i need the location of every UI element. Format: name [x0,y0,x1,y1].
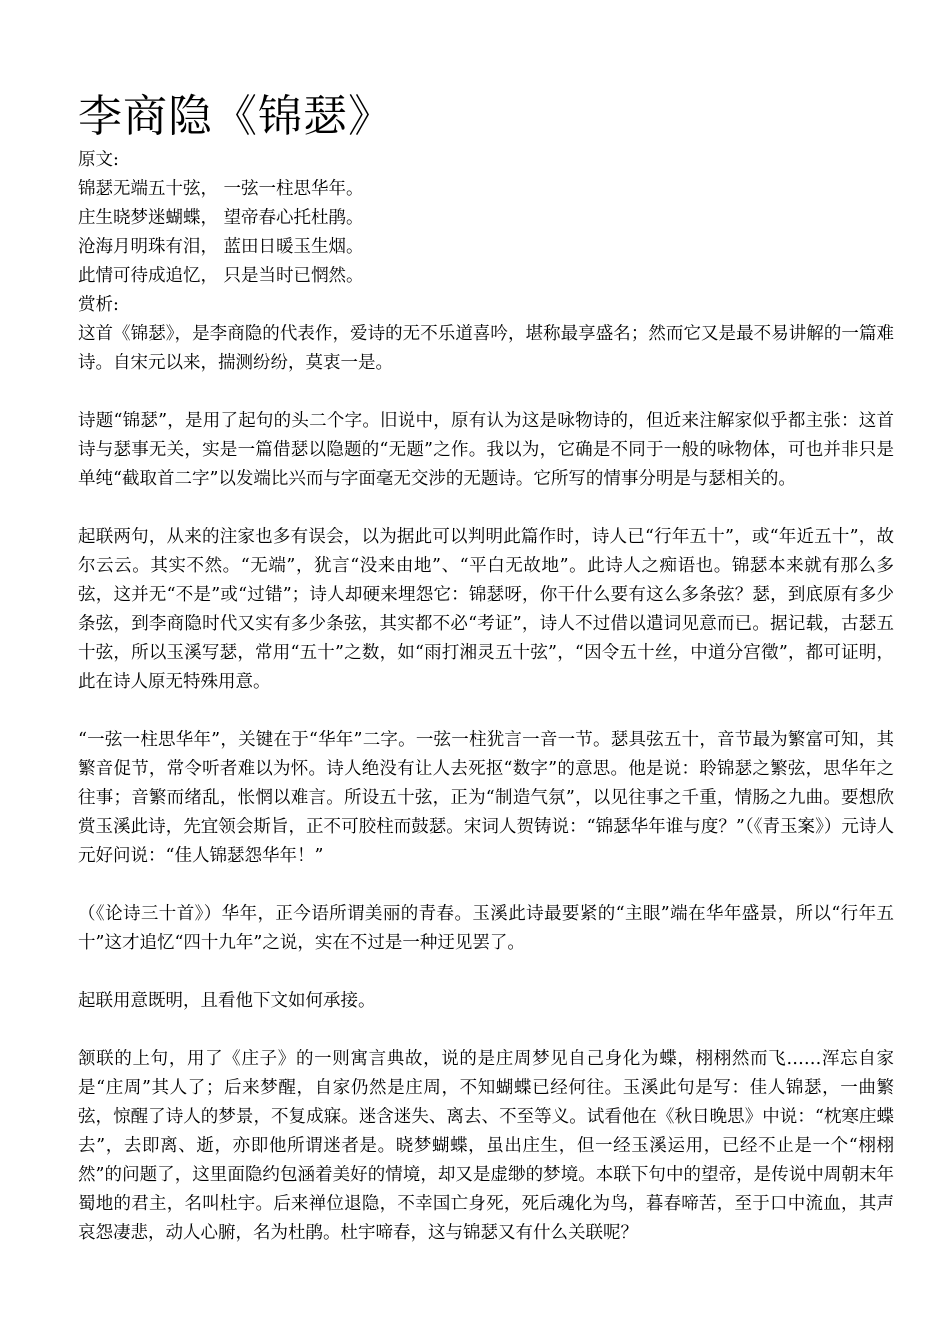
paragraph: 起联用意既明，且看他下文如何承接。 [78,991,376,1011]
poem-line: 此情可待成追忆， 只是当时已惘然。 [78,266,364,286]
paragraph-spacer [78,958,894,987]
paragraph: “一弦一柱思华年”，关键在于“华年”二字。一弦一柱犹言一音一节。瑟具弦五十，音节最为繁富可知，其繁音促节，常令听者难以为怀。诗人绝没有让人去死抠“数字”的意思。他是说：聆锦瑟之繁弦，思华年之往事；音繁而绪乱，怅惘以难言。所设五十弦，正为“制造气氛”，以见往事之千重，情肠之九曲。要想欣赏玉溪此诗，先宜领会斯旨，正不可胶柱而鼓瑟。宋词人贺铸说：“锦瑟华年谁与度？”（《青玉案》）元诗人元好问说：“佳人锦瑟怨华年！” [78,730,894,866]
document-title: 李商隐《锦瑟》 [78,91,393,142]
original-label: 原文: [78,150,119,170]
paragraph-spacer [78,871,894,900]
paragraph: （《论诗三十首》）华年，正今语所谓美丽的青春。玉溪此诗最要紧的“主眼”端在华年盛景，所以“行年五十”这才追忆“四十九年”之说，实在不过是一种迂见罢了。 [78,904,894,953]
paragraph: 颔联的上句，用了《庄子》的一则寓言典故，说的是庄周梦见自己身化为蝶，栩栩然而飞……浑忘自家是“庄周”其人了；后来梦醒，自家仍然是庄周，不知蝴蝶已经何往。玉溪此句是写：佳人锦瑟，一曲繁弦，惊醒了诗人的梦景，不复成寐。迷含迷失、离去、不至等义。试看他在《秋日晚思》中说：“枕寒庄蝶去”，去即离、逝，亦即他所谓迷者是。晓梦蝴蝶，虽出庄生，但一经玉溪运用，已经不止是一个“栩栩然”的问题了，这里面隐约包涵着美好的情境，却又是虚缈的梦境。本联下句中的望帝，是传说中周朝末年蜀地的君主，名叫杜宇。后来禅位退隐，不幸国亡身死，死后魂化为鸟，暮春啼苦，至于口中流血，其声哀怨凄悲，动人心腑，名为杜鹃。杜宇啼春，这与锦瑟又有什么关联呢？ [78,1049,894,1243]
paragraph: 起联两句，从来的注家也多有误会，以为据此可以判明此篇作时，诗人已“行年五十”，或“年近五十”，故尔云云。其实不然。“无端”，犹言“没来由地”、“平白无故地”。此诗人之痴语也。锦瑟本来就有那么多弦，这并无“不是”或“过错”；诗人却硬来埋怨它：锦瑟呀，你干什么要有这么多条弦？瑟，到底原有多少条弦，到李商隐时代又实有多少条弦，其实都不必“考证”，诗人不过借以遣词见意而已。据记载，古瑟五十弦，所以玉溪写瑟，常用“五十”之数，如“雨打湘灵五十弦”，“因令五十丝，中道分宫徵”，都可证明，此在诗人原无特殊用意。 [78,527,894,692]
paragraph: 这首《锦瑟》，是李商隐的代表作，爱诗的无不乐道喜吟，堪称最享盛名；然而它又是最不易讲解的一篇难诗。自宋元以来，揣测纷纷，莫衷一是。 [78,324,894,373]
paragraph-spacer [78,1016,894,1045]
appreciation-label: 赏析: [78,295,119,315]
document-page [78,88,894,1248]
paragraph-spacer [78,494,894,523]
paragraph-spacer [78,697,894,726]
paragraph: 诗题“锦瑟”，是用了起句的头二个字。旧说中，原有认为这是咏物诗的，但近来注解家似乎都主张：这首诗与瑟事无关，实是一篇借瑟以隐题的“无题”之作。我以为，它确是不同于一般的咏物体，可也并非只是单纯“截取首二字”以发端比兴而与字面毫无交涉的无题诗。它所写的情事分明是与瑟相关的。 [78,411,894,489]
paragraph-spacer [78,378,894,407]
poem-line: 庄生晓梦迷蝴蝶， 望帝春心托杜鹃。 [78,208,364,228]
poem-line: 锦瑟无端五十弦， 一弦一柱思华年。 [78,179,364,199]
poem-line: 沧海月明珠有泪， 蓝田日暖玉生烟。 [78,237,364,257]
